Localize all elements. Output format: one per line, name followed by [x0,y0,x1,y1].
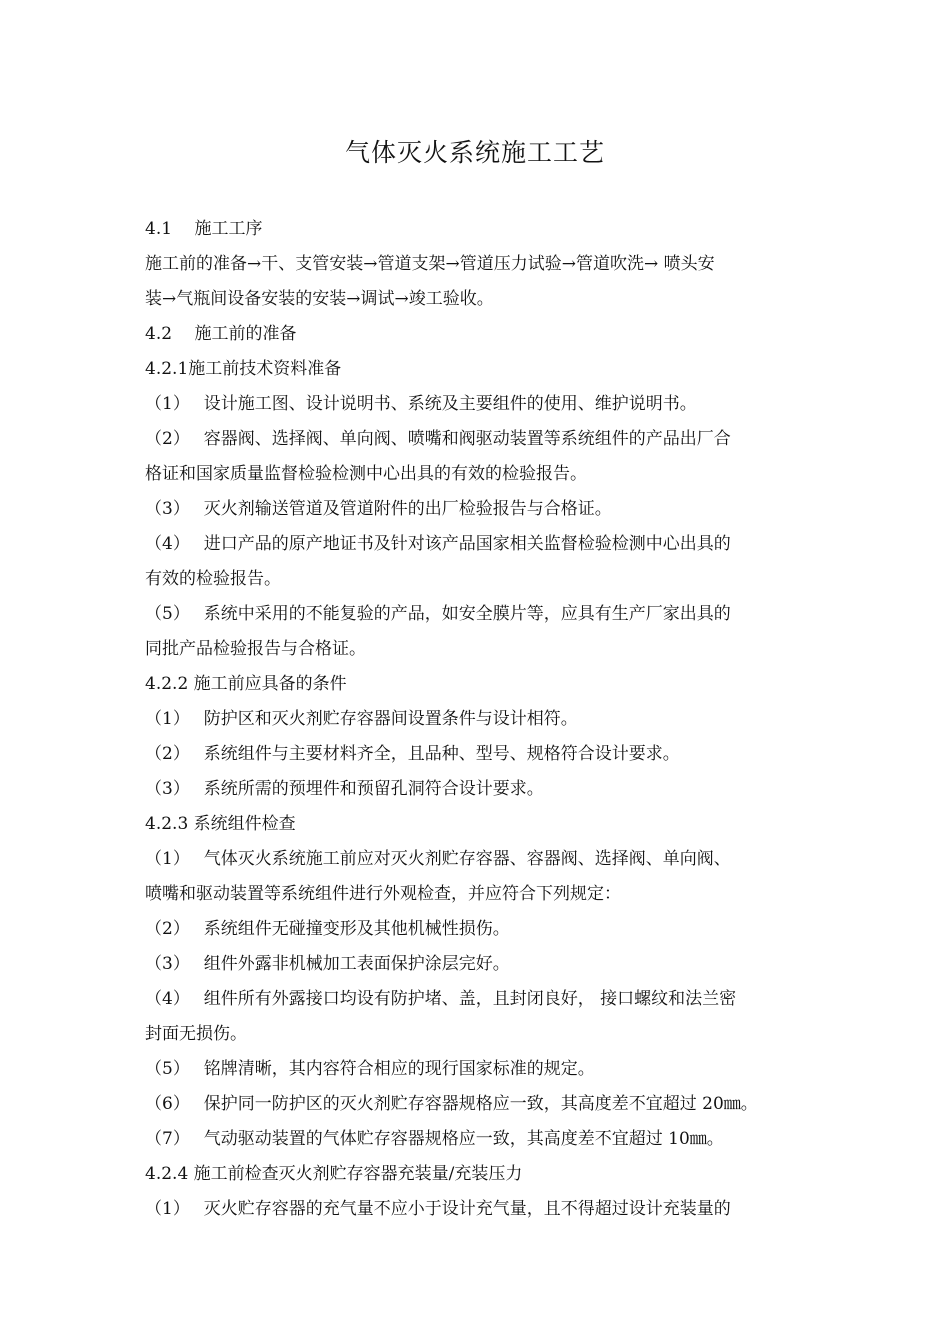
subsection-heading-4-2-2: 4.2.2 施工前应具备的条件 [145,674,347,694]
document-body [145,212,815,1227]
list-item: （2） 系统组件与主要材料齐全，且品种、型号、规格符合设计要求。 [145,744,680,764]
list-item-continuation: 喷嘴和驱动装置等系统组件进行外观检查，并应符合下列规定： [145,884,621,904]
list-item: （5） 系统中采用的不能复验的产品，如安全膜片等，应具有生产厂家出具的 [145,604,731,624]
list-item: （1） 灭火贮存容器的充气量不应小于设计充气量，且不得超过设计充装量的 [145,1199,731,1219]
paragraph-line: 施工前的准备→干、支管安装→管道支架→管道压力试验→管道吹洗→ 喷头安 [145,254,715,274]
list-item: （2） 系统组件无碰撞变形及其他机械性损伤。 [145,919,510,939]
list-item: （6） 保护同一防护区的灭火剂贮存容器规格应一致，其高度差不宜超过 20㎜。 [145,1094,758,1114]
subsection-heading-4-2-4: 4.2.4 施工前检查灭火剂贮存容器充装量/充装压力 [145,1164,523,1184]
list-item: （4） 组件所有外露接口均设有防护堵、盖，且封闭良好， 接口螺纹和法兰密 [145,989,737,1009]
list-item: （3） 组件外露非机械加工表面保护涂层完好。 [145,954,510,974]
list-item: （3） 灭火剂输送管道及管道附件的出厂检验报告与合格证。 [145,499,612,519]
subsection-heading-4-2-1: 4.2.1施工前技术资料准备 [145,359,342,379]
list-item: （1） 设计施工图、设计说明书、系统及主要组件的使用、维护说明书。 [145,394,697,414]
paragraph-line: 装→气瓶间设备安装的安装→调试→竣工验收。 [145,289,494,309]
list-item: （1） 防护区和灭火剂贮存容器间设置条件与设计相符。 [145,709,578,729]
document-title: 气体灭火系统施工工艺 [344,138,605,167]
list-item: （2） 容器阀、选择阀、单向阀、喷嘴和阀驱动装置等系统组件的产品出厂合 [145,429,731,449]
list-item: （1） 气体灭火系统施工前应对灭火剂贮存容器、容器阀、选择阀、单向阀、 [145,849,731,869]
list-item: （5） 铭牌清晰，其内容符合相应的现行国家标准的规定。 [145,1059,595,1079]
section-heading-4-2: 4.2 施工前的准备 [145,324,297,344]
subsection-heading-4-2-3: 4.2.3 系统组件检查 [145,814,296,834]
list-item: （7） 气动驱动装置的气体贮存容器规格应一致，其高度差不宜超过 10㎜。 [145,1129,724,1149]
list-item: （3） 系统所需的预埋件和预留孔洞符合设计要求。 [145,779,544,799]
list-item-continuation: 有效的检验报告。 [145,569,281,589]
section-heading-4-1: 4.1 施工工序 [145,219,263,239]
list-item-continuation: 格证和国家质量监督检验检测中心出具的有效的检验报告。 [145,464,587,484]
list-item-continuation: 同批产品检验报告与合格证。 [145,639,366,659]
list-item-continuation: 封面无损伤。 [145,1024,247,1044]
list-item: （4） 进口产品的原产地证书及针对该产品国家相关监督检验检测中心出具的 [145,534,731,554]
